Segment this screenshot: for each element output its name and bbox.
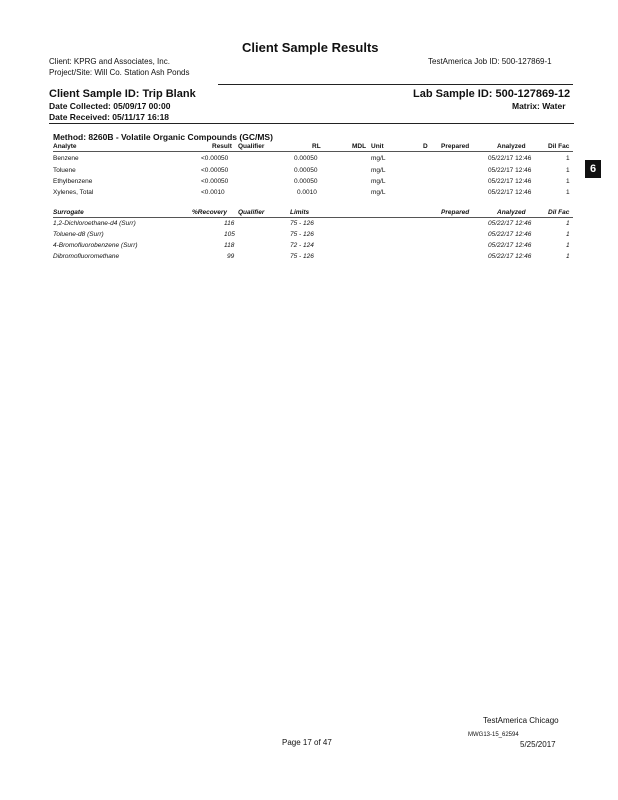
limits-value: 75 - 126 xyxy=(290,231,314,238)
col-surr-qualifier: Qualifier xyxy=(238,209,265,216)
footer-company: TestAmerica Chicago xyxy=(483,716,559,725)
analyzed-value: 05/22/17 12:46 xyxy=(488,242,532,249)
col-analyzed: Analyzed xyxy=(497,143,526,150)
method-title: Method: 8260B - Volatile Organic Compounds (GC/MS) xyxy=(53,132,273,142)
unit-value: mg/L xyxy=(371,189,386,196)
analyzed-value: 05/22/17 12:46 xyxy=(488,178,532,185)
job-id: TestAmerica Job ID: 500-127869-1 xyxy=(428,57,552,66)
date-collected: Date Collected: 05/09/17 00:00 xyxy=(49,101,171,111)
limits-value: 75 - 126 xyxy=(290,253,314,260)
col-dil-fac: Dil Fac xyxy=(548,143,570,150)
col-rl: RL xyxy=(312,143,321,150)
surrogate-name: Toluene-d8 (Surr) xyxy=(53,231,104,238)
dil-fac-value: 1 xyxy=(566,253,570,260)
analyzed-value: 05/22/17 12:46 xyxy=(488,231,532,238)
dil-fac-value: 1 xyxy=(566,220,570,227)
client-sample-id: Client Sample ID: Trip Blank xyxy=(49,88,196,100)
rl-value: 0.00050 xyxy=(294,167,318,174)
col-qualifier: Qualifier xyxy=(238,143,265,150)
section-tab: 6 xyxy=(585,160,601,178)
result-value: <0.00050 xyxy=(201,178,229,185)
dil-fac-value: 1 xyxy=(566,178,570,185)
result-value: <0.0010 xyxy=(201,189,225,196)
analyte-name: Xylenes, Total xyxy=(53,189,94,196)
result-value: <0.00050 xyxy=(201,167,229,174)
col-limits: Limits xyxy=(290,209,310,216)
analyzed-value: 05/22/17 12:46 xyxy=(488,167,532,174)
dil-fac-value: 1 xyxy=(566,189,570,196)
recovery-value: 116 xyxy=(224,220,235,227)
analyzed-value: 05/22/17 12:46 xyxy=(488,155,532,162)
analyzed-value: 05/22/17 12:46 xyxy=(488,253,532,260)
recovery-value: 99 xyxy=(227,253,235,260)
col-surrogate: Surrogate xyxy=(53,209,84,216)
limits-value: 72 - 124 xyxy=(290,242,314,249)
recovery-value: 118 xyxy=(224,242,235,249)
recovery-value: 105 xyxy=(224,231,235,238)
footer-date: 5/25/2017 xyxy=(520,740,556,749)
analyte-name: Benzene xyxy=(53,155,79,162)
matrix: Matrix: Water xyxy=(512,101,566,111)
col-analyte: Analyte xyxy=(53,143,77,150)
col-recovery: %Recovery xyxy=(192,209,228,216)
col-surr-dil-fac: Dil Fac xyxy=(548,209,570,216)
page-number: Page 17 of 47 xyxy=(282,738,332,747)
analyzed-value: 05/22/17 12:46 xyxy=(488,189,532,196)
rl-value: 0.00050 xyxy=(294,155,318,162)
page-title: Client Sample Results xyxy=(242,40,379,55)
col-surr-prepared: Prepared xyxy=(441,209,470,216)
limits-value: 75 - 126 xyxy=(290,220,314,227)
rl-value: 0.0010 xyxy=(297,189,317,196)
lab-sample-id: Lab Sample ID: 500-127869-12 xyxy=(413,88,571,100)
col-mdl: MDL xyxy=(352,143,367,150)
analyte-name: Toluene xyxy=(53,167,76,174)
document-id: MWG13-15_62594 xyxy=(468,732,519,738)
analyzed-value: 05/22/17 12:46 xyxy=(488,220,532,227)
col-surr-analyzed: Analyzed xyxy=(497,209,526,216)
surrogate-name: 1,2-Dichloroethane-d4 (Surr) xyxy=(53,220,136,227)
col-prepared: Prepared xyxy=(441,143,470,150)
surrogate-name: 4-Bromofluorobenzene (Surr) xyxy=(53,242,138,249)
dil-fac-value: 1 xyxy=(566,155,570,162)
result-value: <0.00050 xyxy=(201,155,229,162)
dil-fac-value: 1 xyxy=(566,242,570,249)
col-unit: Unit xyxy=(371,143,384,150)
unit-value: mg/L xyxy=(371,167,386,174)
dil-fac-value: 1 xyxy=(566,167,570,174)
surrogate-name: Dibromofluoromethane xyxy=(53,253,120,260)
unit-value: mg/L xyxy=(371,178,386,185)
project-site: Project/Site: Will Co. Station Ash Ponds xyxy=(49,68,190,77)
col-d: D xyxy=(423,143,428,150)
rl-value: 0.00050 xyxy=(294,178,318,185)
analyte-name: Ethylbenzene xyxy=(53,178,93,185)
dil-fac-value: 1 xyxy=(566,231,570,238)
client-name: Client: KPRG and Associates, Inc. xyxy=(49,57,170,66)
unit-value: mg/L xyxy=(371,155,386,162)
col-result: Result xyxy=(212,143,232,150)
date-received: Date Received: 05/11/17 16:18 xyxy=(49,112,170,122)
